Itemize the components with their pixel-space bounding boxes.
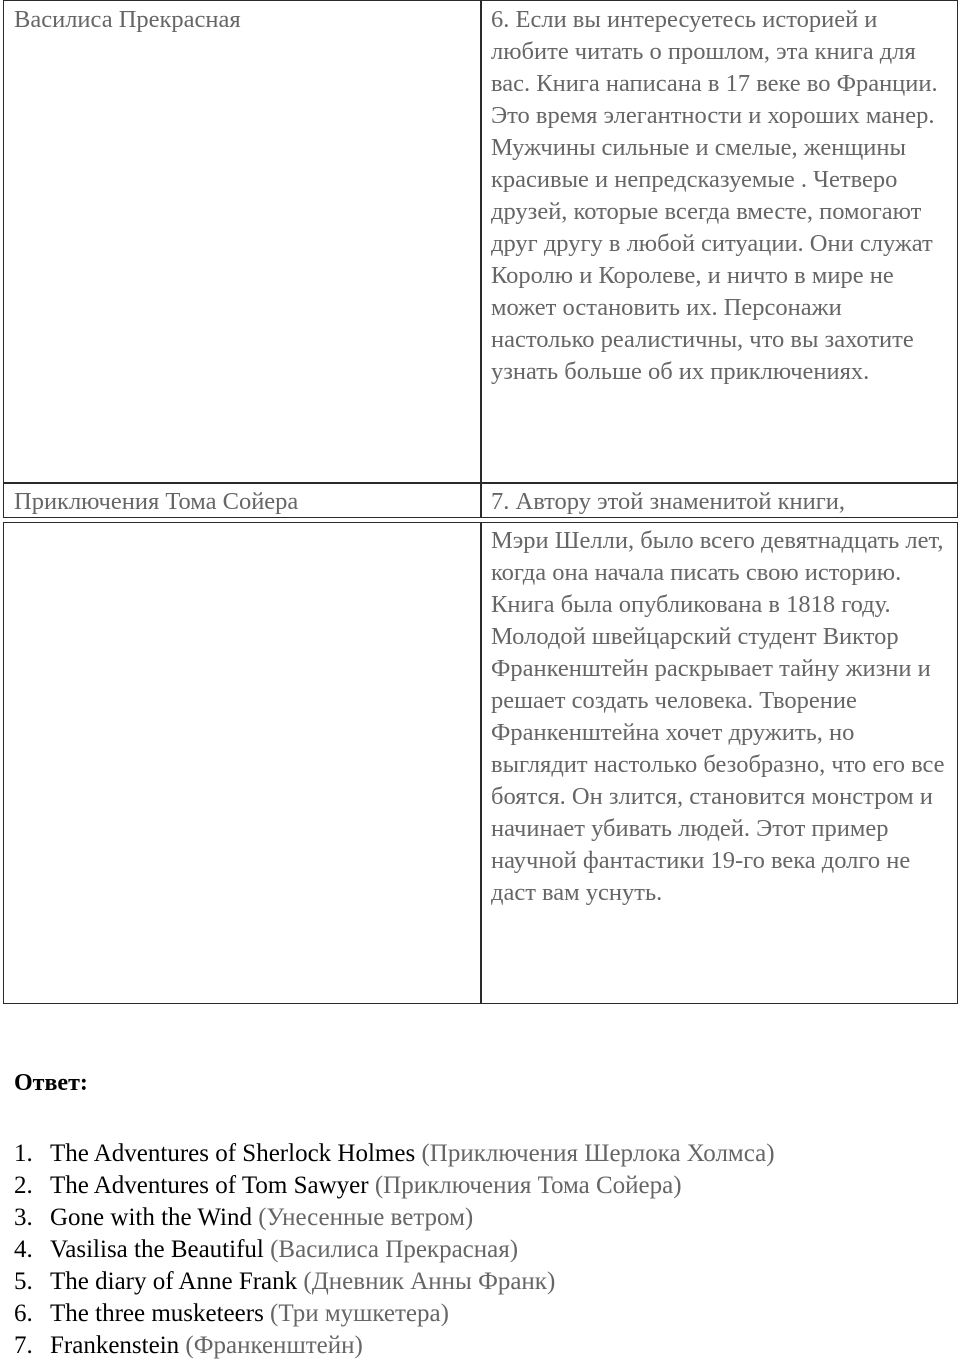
- english-title: Frankenstein: [50, 1332, 180, 1359]
- russian-title: (Три мушкетера): [270, 1300, 449, 1327]
- item-number: 6.: [14, 1300, 33, 1327]
- english-title: The diary of Anne Frank: [50, 1268, 298, 1295]
- row2-left-cell: [3, 482, 482, 518]
- row3-left-cell: [3, 522, 482, 1004]
- list-item: [14, 1298, 775, 1330]
- list-item: [14, 1266, 775, 1298]
- list-item: [14, 1202, 775, 1234]
- item-number: 5.: [14, 1268, 33, 1295]
- row1-right-cell: [480, 0, 958, 484]
- row1-left-cell: [3, 0, 482, 484]
- russian-title: (Франкенштейн): [185, 1332, 363, 1359]
- row1-left-text: Василиса Прекрасная: [14, 6, 241, 33]
- list-item: [14, 1138, 775, 1170]
- russian-title: (Приключения Тома Сойера): [374, 1172, 682, 1199]
- list-item: [14, 1330, 775, 1362]
- item-number: 4.: [14, 1236, 33, 1263]
- item-number: 2.: [14, 1172, 33, 1199]
- item-number: 3.: [14, 1204, 33, 1231]
- row2-right-cell: [480, 482, 958, 518]
- item-number: 1.: [14, 1140, 33, 1167]
- answer-list: [14, 1138, 775, 1362]
- russian-title: (Василиса Прекрасная): [270, 1236, 519, 1263]
- english-title: The Adventures of Tom Sawyer: [50, 1172, 369, 1199]
- english-title: The three musketeers: [50, 1300, 264, 1327]
- english-title: Gone with the Wind: [50, 1204, 252, 1231]
- russian-title: (Унесенные ветром): [258, 1204, 474, 1231]
- row1-right-text: 6. Если вы интересуетесь историей и любите читать о прошлом, эта книга для вас. Книга написана в 17 веке во Франции. Это время элегантности и хороших манер. Мужчины сильные и смелые, женщины красивые и непредсказуемые . Четверо друзей, которые всегда вместе, помогают друг другу в любой ситуации. Они служат Королю и Королеве, и ничто в мире не может остановить их. Персонажи настолько реалистичны, что вы захотите узнать больше об их приключениях.: [491, 6, 938, 385]
- russian-title: (Дневник Анны Франк): [303, 1268, 556, 1295]
- list-item: [14, 1170, 775, 1202]
- english-title: Vasilisa the Beautiful: [50, 1236, 264, 1263]
- answer-title: Ответ:: [14, 1070, 88, 1096]
- row3-right-text: Мэри Шелли, было всего девятнадцать лет, когда она начала писать свою историю. Книга была опубликована в 1818 году. Молодой швейцарский студент Виктор Франкенштейн раскрывает тайну жизни и решает создать человека. Творение Франкенштейна хочет дружить, но выглядит настолько безобразно, что его все боятся. Он злится, становится монстром и начинает убивать людей. Этот пример научной фантастики 19-го века долго не даст вам уснуть.: [491, 527, 945, 906]
- item-number: 7.: [14, 1332, 33, 1359]
- row3-right-cell: [480, 522, 958, 1004]
- english-title: The Adventures of Sherlock Holmes: [50, 1140, 416, 1167]
- list-item: [14, 1234, 775, 1266]
- row2-left-text: Приключения Тома Сойера: [14, 488, 299, 515]
- russian-title: (Приключения Шерлока Холмса): [421, 1140, 775, 1167]
- row2-right-text: 7. Автору этой знаменитой книги,: [491, 488, 846, 515]
